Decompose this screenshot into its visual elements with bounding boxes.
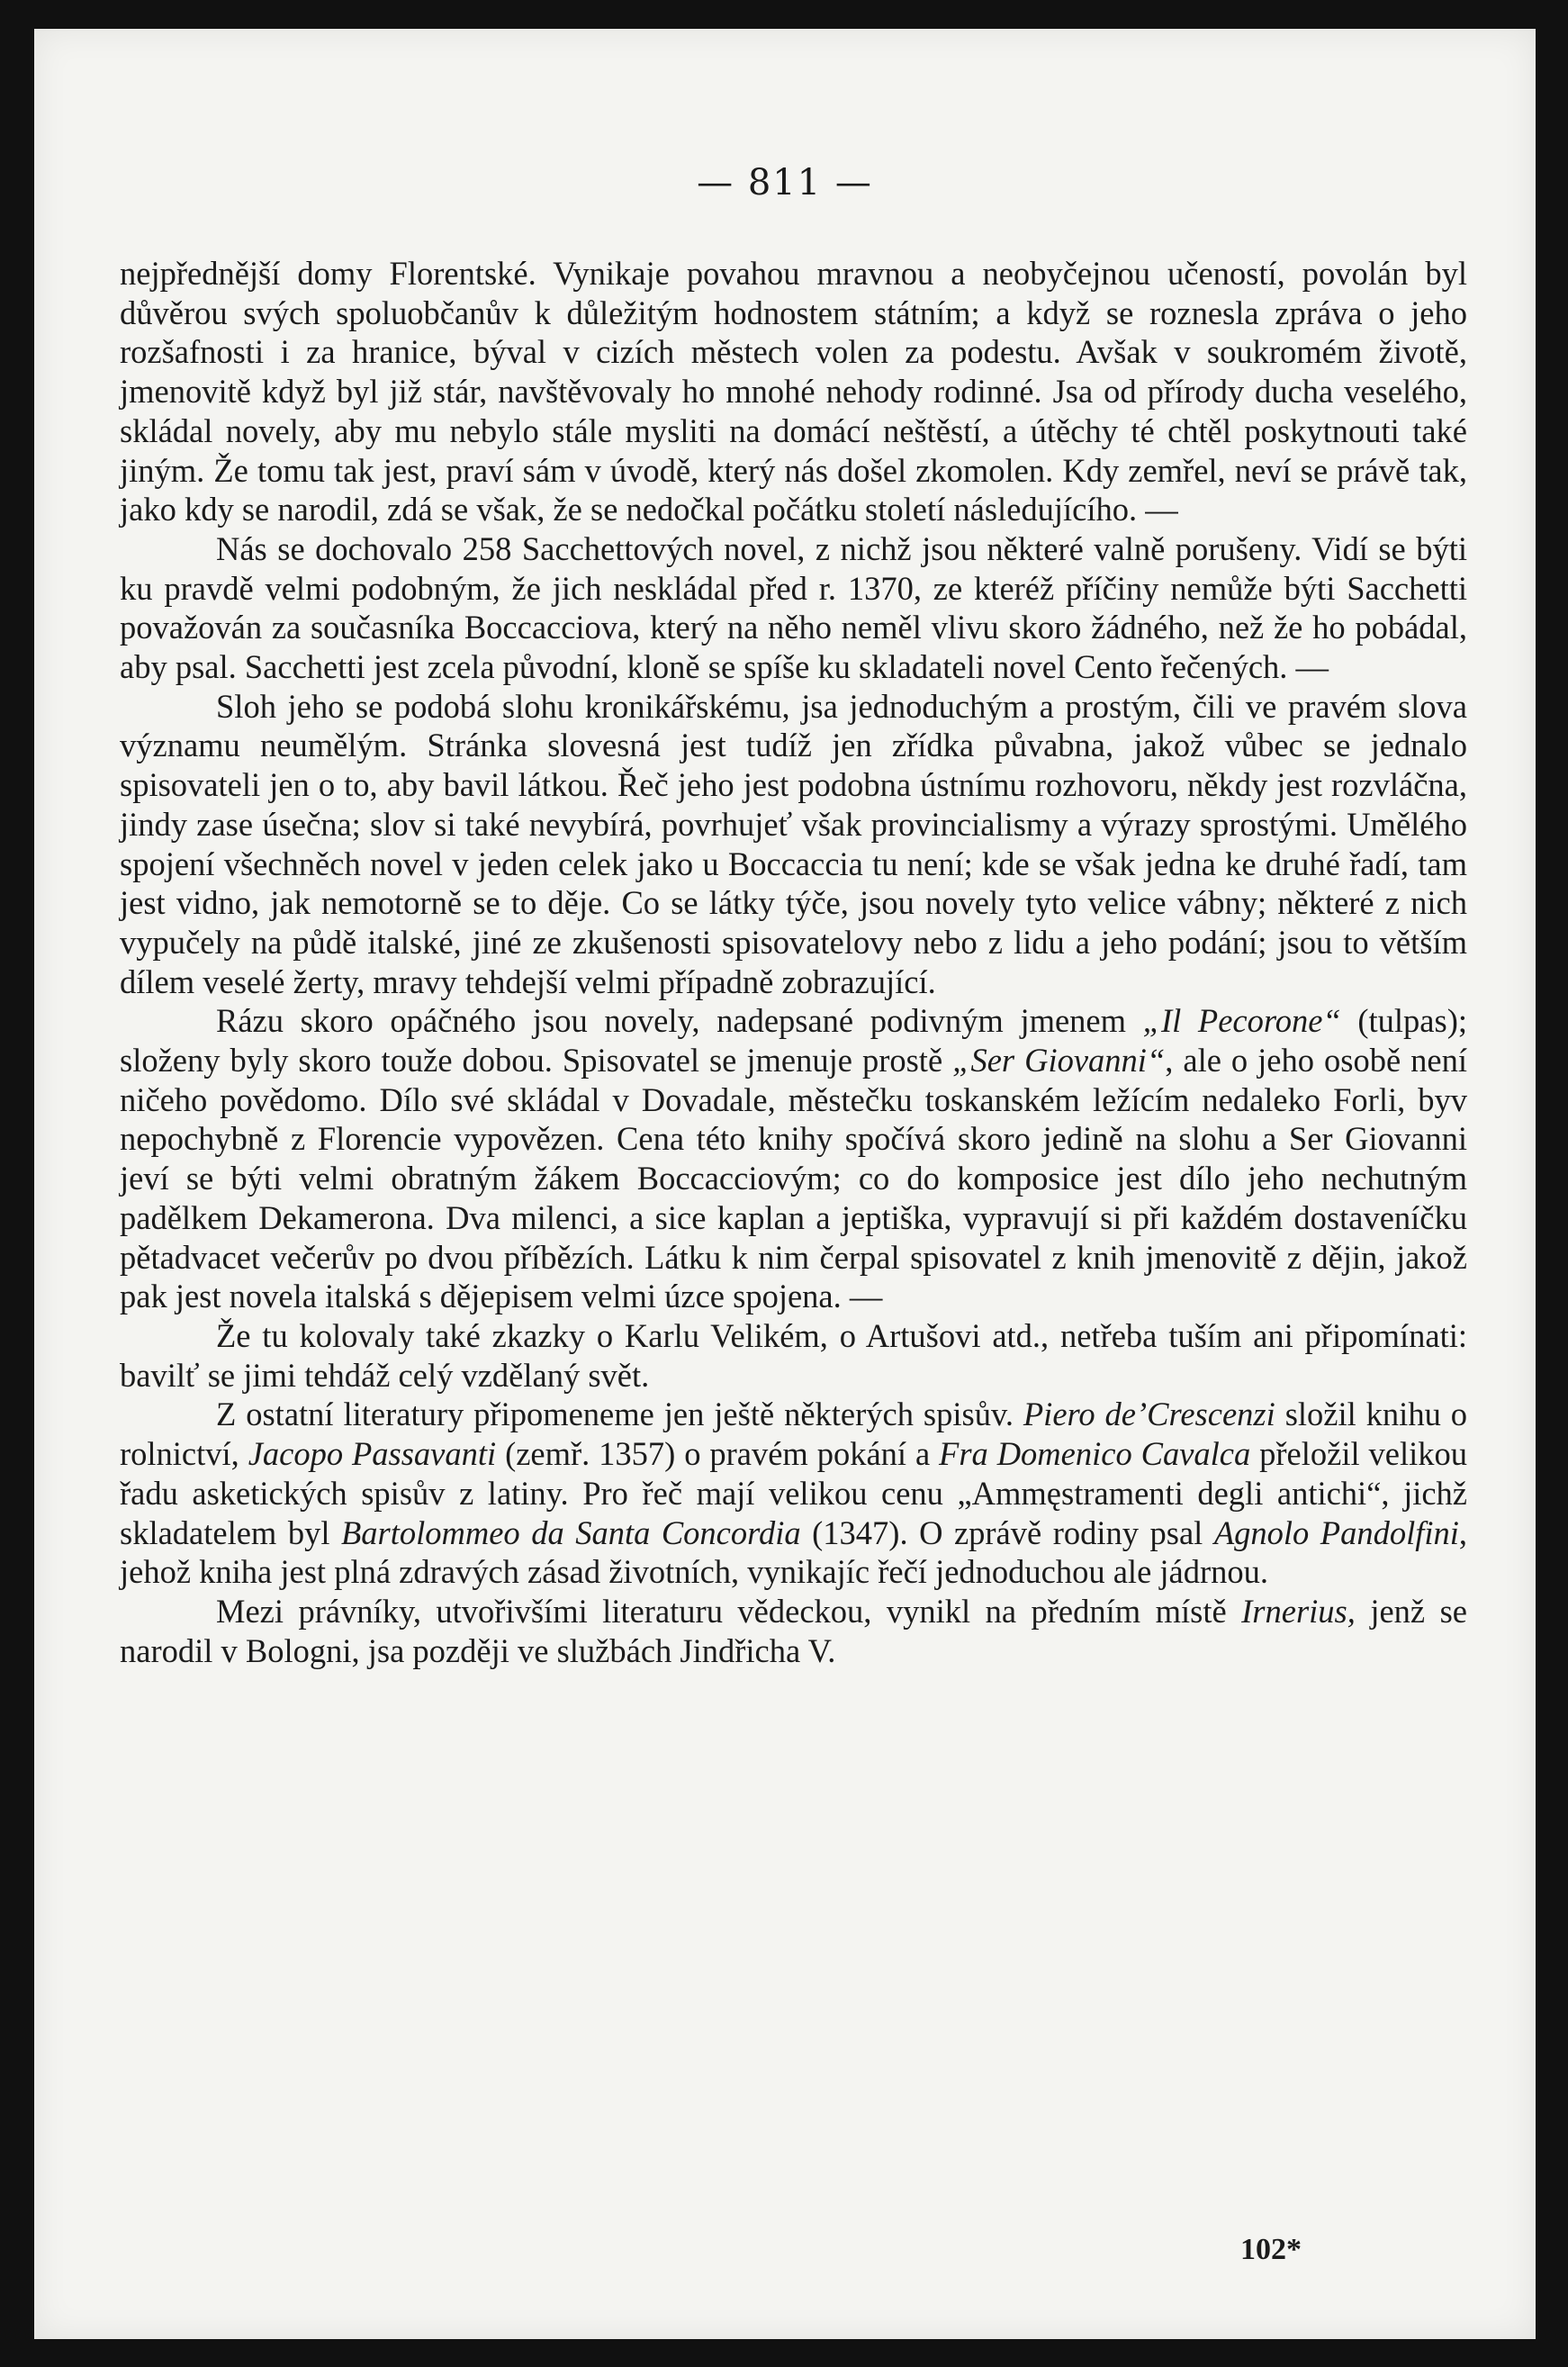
italic-name: „Il Pecorone“ [1142,1002,1341,1040]
text-run: Rázu skoro opáčného jsou novely, nadepsané podivným jmenem [216,1002,1143,1040]
paragraph [120,1316,1467,1395]
italic-name: Agnolo Pandolfini [1213,1513,1459,1551]
paragraph [120,254,1467,529]
text-run: Z ostatní literatury připomeneme jen ještě některých spisův. [216,1396,1023,1433]
text-run: Nás se dochovalo 258 Sacchettových novel, z nichž jsou některé valně porušeny. Vidí se býti ku pravdě velmi podobným, že jich neskládal před r. 1370, ze kteréž příčiny nemůže býti Sacchetti považován za současníka Boccacciova, který na něho neměl vlivu skoro žádného, než že ho pobádal, aby psal. Sacchetti jest zcela původní, kloně se spíše ku skladateli novel Cento řečených. — [120,529,1467,686]
paragraph [120,1001,1467,1316]
italic-name: Fra Domenico Cavalca [939,1435,1251,1473]
paragraph [120,529,1467,687]
text-run: (zemř. 1357) o pravém pokání a [496,1435,940,1473]
page-number: — 811 — [697,162,873,203]
paragraph [120,1395,1467,1592]
paragraph [120,1592,1467,1670]
book-page [34,29,1536,2339]
body-text [120,254,1467,1670]
text-run: Že tu kolovaly také zkazky o Karlu Velikém, o Artušovi atd., netřeba tuším ani připomínati: bavilť se jimi tehdáž celý vzdělaný svět. [120,1316,1467,1394]
italic-name: Jacopo Passavanti [248,1435,497,1473]
text-run: (1347). O zprávě rodiny psal [800,1513,1214,1551]
paragraph [120,687,1467,1002]
italic-name: Piero de’Crescenzi [1023,1396,1275,1433]
text-run: Mezi právníky, utvořivšími literaturu vědeckou, vynikl na předním místě [216,1592,1242,1630]
text-run: , ale o jeho osobě není ničeho povědomo. Dílo své skládal v Dovadale, městečku toskanském ležícím nedaleko Forli, byv nepochybně z Florencie vypovězen. Cena této knihy spočívá skoro jedině na slohu a Ser Giovanni jeví se býti velmi obratným žákem Boccacciovým; co do komposice jest dílo jeho nechutným padělkem Dekamerona. Dva milenci, a sice kaplan a jeptiška, vypravují si při každém dostaveníčku pětadvacet večerův po dvou příbězích. Látku k nim čerpal spisovatel z knih jmenovitě z dějin, jakož pak jest novela italská s dějepisem velmi úzce spojena. — [120,1042,1467,1315]
text-run: , jehož kniha jest plná zdravých zásad životních, vynikajíc řečí jednoduchou ale jádrnou. [120,1513,1468,1591]
text-run: Sloh jeho se podobá slohu kronikářskému, jsa jednoduchým a prostým, čili ve pravém slova významu neumělým. Stránka slovesná jest tudíž jen zřídka půvabna, jakož vůbec se jednalo spisovateli jen o to, aby bavil látkou. Řeč jeho jest podobna ústnímu rozhovoru, někdy jest rozvláčna, jindy zase úsečna; slov si také nevybírá, povrhujeť však provincialismy a výrazy sprostými. Umělého spojení všechněch novel v jeden celek jako u Boccaccia tu není; kde se však jedna ke druhé řadí, tam jest vidno, jak nemotorně se to děje. Co se látky týče, jsou novely tyto velice vábny; některé z nich vypučely na půdě italské, jiné ze zkušenosti spisovatelovy nebo z lidu a jeho podání; jsou to větším dílem veselé žerty, mravy tehdejší velmi případně zobrazující. [120,687,1467,1000]
italic-name: Bartolommeo da Santa Concordia [340,1513,801,1551]
text-run: přeložil velikou řadu asketických spisův z latiny. Pro řeč mají velikou cenu „Ammęstramenti degli antichi“, jichž skladatelem byl [120,1435,1467,1551]
text-run: nejpřednější domy Florentské. Vynikaje povahou mravnou a neobyčejnou učeností, povolán byl důvěrou svých spoluobčanův k důležitým hodnostem státním; a když se roznesla zpráva o jeho rozšafnosti i za hranice, býval v cizích městech volen za podestu. Avšak v soukromém životě, jmenovitě když byl již stár, navštěvovaly ho mnohé nehody rodinné. Jsa od přírody ducha veselého, skládal novely, aby mu nebylo stále mysliti na domácí neštěstí, a útěchy té chtěl poskytnouti také jiným. Že tomu tak jest, praví sám v úvodě, který nás došel zkomolen. Kdy zemřel, neví se právě tak, jako kdy se narodil, zdá se však, že se nedočkal počátku století následujícího. — [120,255,1467,529]
signature-mark: 102* [1240,2233,1302,2266]
text-run: (tulpas); složeny byly skoro touže dobou. Spisovatel se jmenuje prostě [120,1002,1467,1080]
text-run: jenž se narodil v Bologni, jsa později ve službách Jindřicha V. [120,1592,1467,1669]
text-run: složil knihu o rolnictví, [120,1396,1467,1473]
italic-name: „Ser Giovanni“ [952,1042,1166,1080]
italic-name: Irnerius, [1241,1592,1356,1630]
